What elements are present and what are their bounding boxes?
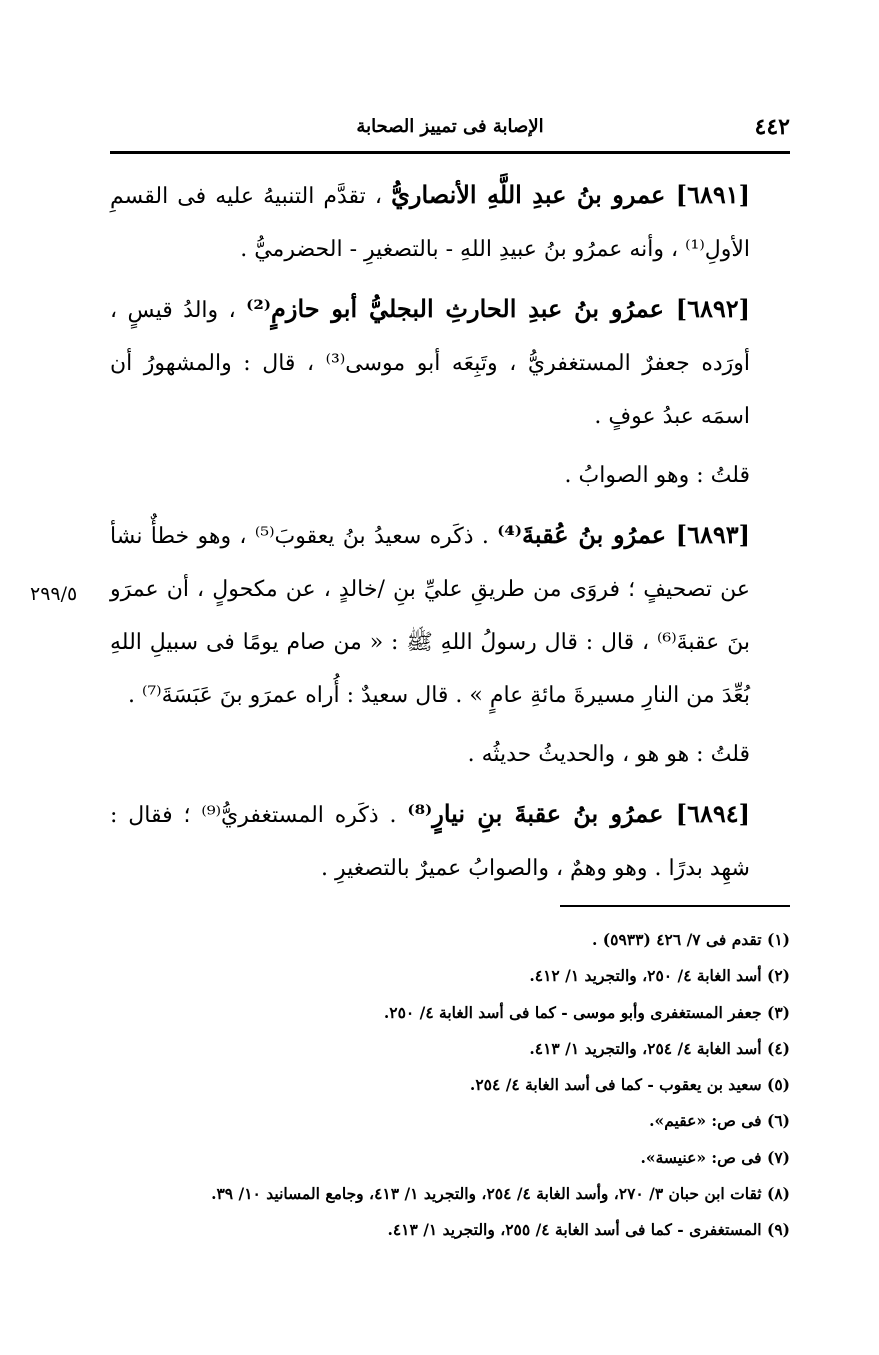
footnote: (١) تقدم فى ٧/ ٤٢٦ (٥٩٣٣) . (592, 930, 790, 949)
entry-body: قلتُ : هو هو ، والحديثُ حديثُه . (467, 742, 750, 767)
commentary-6893 (110, 728, 790, 781)
footnote: (٥) سعيد بن يعقوب - كما فى أسد الغابة ٤/ ٢٥٤. (469, 1075, 790, 1095)
entry-6893 (110, 508, 790, 722)
footnote: (٨) ثقات ابن حبان ٣/ ٢٧٠، وأسد الغابة ٤/ ٢٥٤، والتجريد ١/ ٤١٣، وجامع المسانيد ١٠/ ٣٩. (211, 1184, 790, 1204)
footnote-rule (560, 905, 790, 907)
page-number: ٤٤٢ (754, 114, 790, 140)
entry-6891 (110, 168, 790, 276)
footnote: (٢) أسد الغابة ٤/ ٢٥٠، والتجريد ١/ ٤١٢. (529, 966, 790, 986)
entry-body: قلتُ : وهو الصوابُ . (564, 463, 750, 488)
entry-body: . ذكَره المستغفريُّ⁽⁹⁾ ؛ فقال : شهِد بدرًا . وهو وهمٌ ، والصوابُ عميرٌ بالتصغيرِ . (110, 803, 750, 881)
entry-heading: [٦٨٩٣] عمرُو بنُ عُقبةَ⁽⁴⁾ (497, 520, 750, 549)
entry-body: ، والدُ قيسٍ ، أورَده جعفرٌ المستغفريُّ ، وتَبِعَه أبو موسى⁽³⁾ ، قال : والمشهورُ أن اسمَه عبدُ عوفٍ . (110, 298, 750, 429)
footnote: (٣) جعفر المستغفرى وأبو موسى - كما فى أسد الغابة ٤/ ٢٥٠. (383, 1002, 790, 1022)
footnotes (110, 922, 790, 1249)
running-title: الإصابة فى تمييز الصحابة (356, 116, 544, 137)
footnote: (٧) فى ص: «عنيسة». (640, 1147, 790, 1167)
header-rule (110, 151, 790, 154)
commentary-6892 (110, 449, 790, 502)
entry-heading: [٦٨٩١] عمرو بنُ عبدِ اللَّهِ الأنصاريُّ (391, 180, 750, 209)
footnote: (٦) فى ص: «عقيم». (649, 1111, 790, 1131)
entry-body: . ذكَره سعيدُ بنُ يعقوبَ⁽⁵⁾ ، وهو خطأٌ نشأ عن تصحيفٍ ؛ فروَى من طريقِ عليِّ بنِ /خالدٍ ، عن مكحولٍ ، أن عمرَو بنَ عقبةَ⁽⁶⁾ ، قال : قال رسولُ اللهِ ﷺ : « من صام يومًا فى سبيلِ اللهِ بُعِّدَ من النارِ مسيرةَ مائةِ عامٍ » . قال سعيدٌ : أُراه عمرَو بنَ عَبَسَةَ⁽⁷⁾ . (110, 524, 750, 708)
footnote: (٩) المستغفرى - كما فى أسد الغابة ٤/ ٢٥٥، والتجريد ١/ ٤١٣. (387, 1220, 790, 1240)
entry-body: ، تقدَّم التنبيهُ عليه فى القسمِ الأولِ⁽¹⁾ ، وأنه عمرُو بنُ عبيدِ اللهِ - بالتصغيرِ - الحضرميُّ . (110, 184, 750, 262)
margin-reference: ٢٩٩/٥ (30, 583, 78, 605)
main-text (110, 168, 790, 901)
page-header (110, 108, 790, 148)
entry-heading: [٦٨٩٤] عمرُو بنُ عقبةَ بنِ نيارٍ⁽⁸⁾ (407, 799, 750, 828)
entry-6894 (110, 787, 790, 895)
entry-heading: [٦٨٩٢] عمرُو بنُ عبدِ الحارثِ البجليُّ أبو حازمٍ⁽²⁾ (246, 294, 751, 323)
footnote: (٤) أسد الغابة ٤/ ٢٥٤، والتجريد ١/ ٤١٣. (529, 1038, 790, 1058)
entry-6892 (110, 282, 790, 443)
